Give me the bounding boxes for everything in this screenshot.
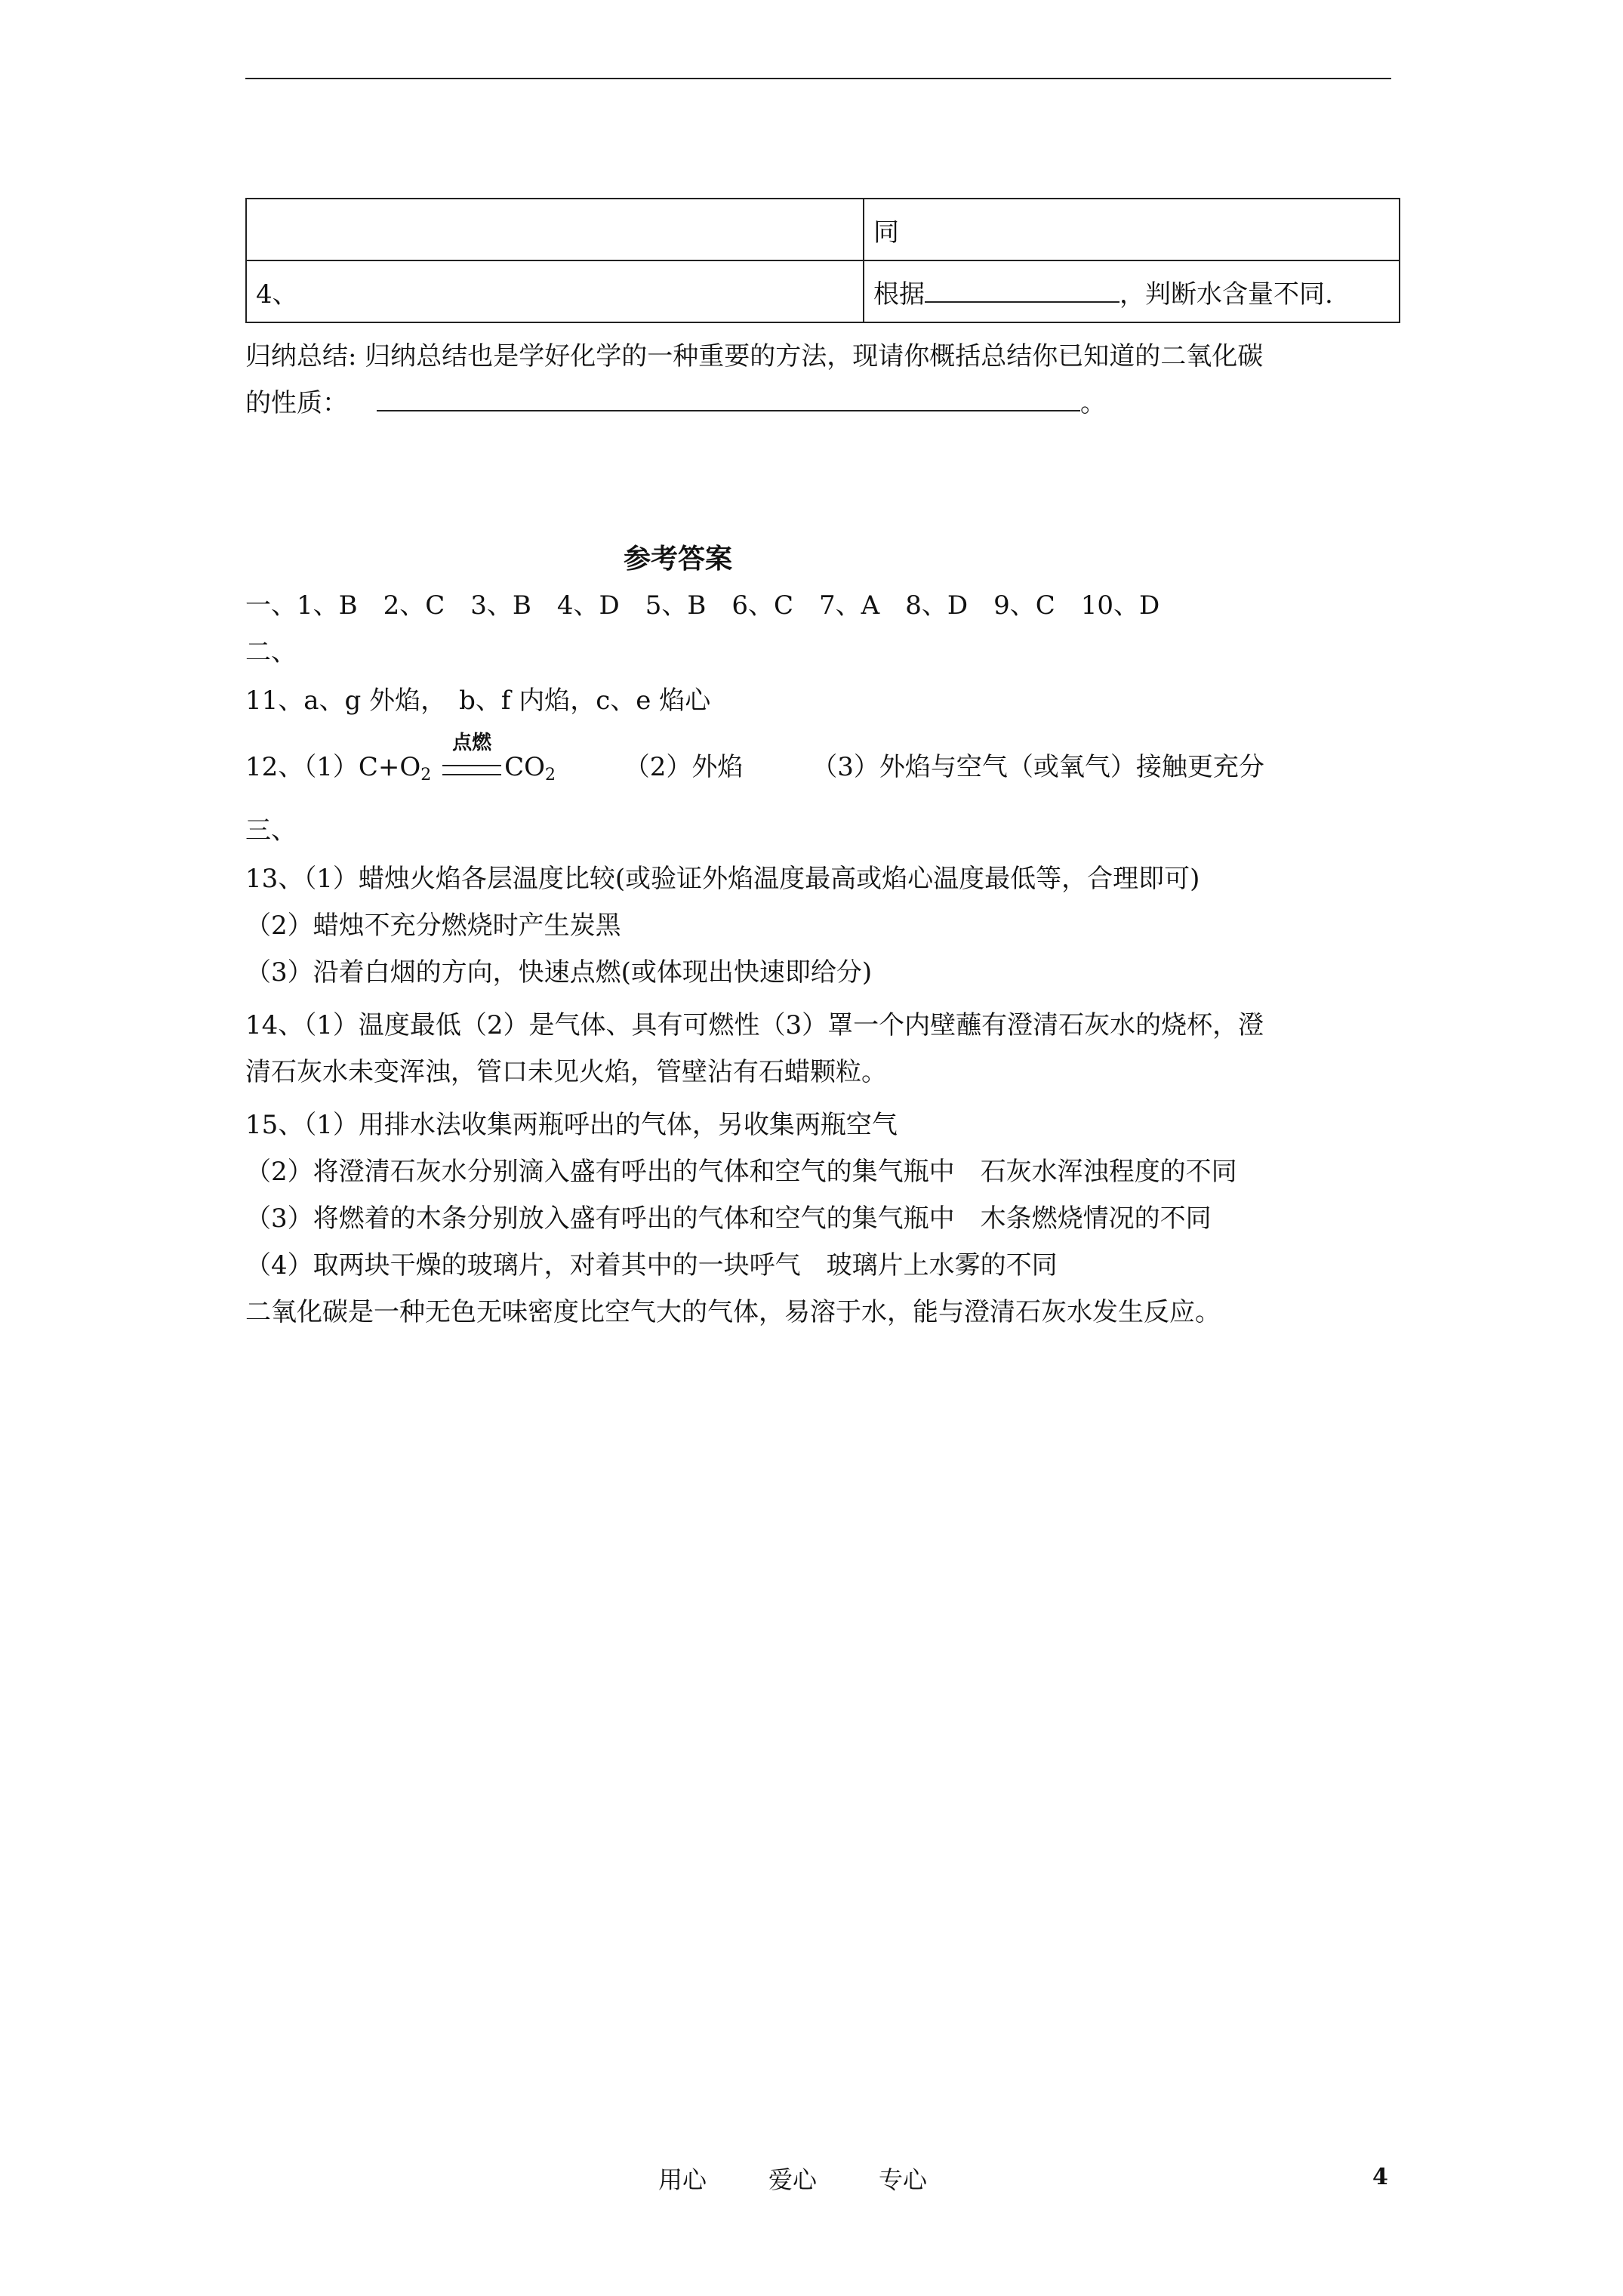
answer-q13-line: （2）蜡烛不充分燃烧时产生炭黑	[245, 911, 621, 941]
table-row	[246, 199, 1400, 260]
q12-part2: （2）外焰	[624, 752, 744, 782]
summary-line-2	[245, 387, 1106, 418]
table-row	[246, 260, 1400, 322]
answer-blank	[377, 387, 1080, 411]
equation-reactants: 12、（1）C+O	[245, 752, 421, 782]
equation-product: CO	[504, 752, 545, 782]
answer-q15-line: （2）将澄清石灰水分别滴入盛有呼出的气体和空气的集气瓶中 石灰水浑浊程度的不同	[245, 1157, 1237, 1187]
subscript: 2	[544, 766, 556, 784]
answer-q14-line: 清石灰水未变浑浊，管口未见火焰，管壁沾有石蜡颗粒。	[245, 1057, 887, 1087]
table-cell-right	[864, 260, 1400, 322]
answer-section-3-heading: 三、	[245, 815, 297, 846]
summary-end: 。	[1080, 388, 1106, 418]
table-cell-left: 4、	[246, 260, 864, 322]
answer-q12	[245, 732, 1264, 791]
answer-section-2-heading: 二、	[245, 637, 297, 667]
answer-q15-line: 15、（1）用排水法收集两瓶呼出的气体，另收集两瓶空气	[245, 1110, 898, 1140]
equals-sign	[442, 765, 501, 775]
reaction-condition	[439, 732, 504, 782]
summary-line-1: 归纳总结: 归纳总结也是学好化学的一种重要的方法，现请你概括总结你已知道的二氧化碳	[245, 341, 1264, 371]
co2-summary-answer: 二氧化碳是一种无色无味密度比空气大的气体，易溶于水，能与澄清石灰水发生反应。	[245, 1297, 1221, 1327]
summary-label: 的性质：	[245, 388, 348, 418]
basis-label: 根据	[873, 279, 925, 310]
footer-item: 用心	[658, 2165, 707, 2194]
subscript: 2	[420, 766, 432, 784]
q12-part3: （3）外焰与空气（或氧气）接触更充分	[812, 752, 1264, 782]
answer-q13-line: （3）沿着白烟的方向，快速点燃(或体现出快速即给分)	[245, 957, 873, 988]
header-rule	[245, 78, 1391, 79]
page-number: 4	[1372, 2164, 1388, 2190]
footer-item: 爱心	[768, 2165, 818, 2194]
table-cell-right: 同	[864, 199, 1400, 260]
question-table	[245, 198, 1400, 323]
table-cell-left	[246, 199, 864, 260]
basis-suffix: ，判断水含量不同.	[1119, 279, 1333, 310]
condition-label: 点燃	[452, 732, 492, 754]
answer-blank	[925, 279, 1119, 303]
footer-item: 专心	[879, 2165, 928, 2194]
answer-q13-line: 13、（1）蜡烛火焰各层温度比较(或验证外焰温度最高或焰心温度最低等，合理即可)	[245, 864, 1200, 894]
answer-q14-line: 14、（1）温度最低（2）是气体、具有可燃性（3）罩一个内壁蘸有澄清石灰水的烧杯，澄	[245, 1010, 1264, 1040]
answer-q15-line: （4）取两块干燥的玻璃片，对着其中的一块呼气 玻璃片上水雾的不同	[245, 1250, 1058, 1281]
answer-q11: 11、a、g 外焰， b、f 内焰，c、e 焰心	[245, 686, 711, 716]
answer-section-1: 一、1、B 2、C 3、B 4、D 5、B 6、C 7、A 8、D 9、C 10、D	[245, 590, 1160, 621]
answers-title: 参考答案	[624, 543, 733, 575]
answer-q15-line: （3）将燃着的木条分别放入盛有呼出的气体和空气的集气瓶中 木条燃烧情况的不同	[245, 1203, 1212, 1234]
